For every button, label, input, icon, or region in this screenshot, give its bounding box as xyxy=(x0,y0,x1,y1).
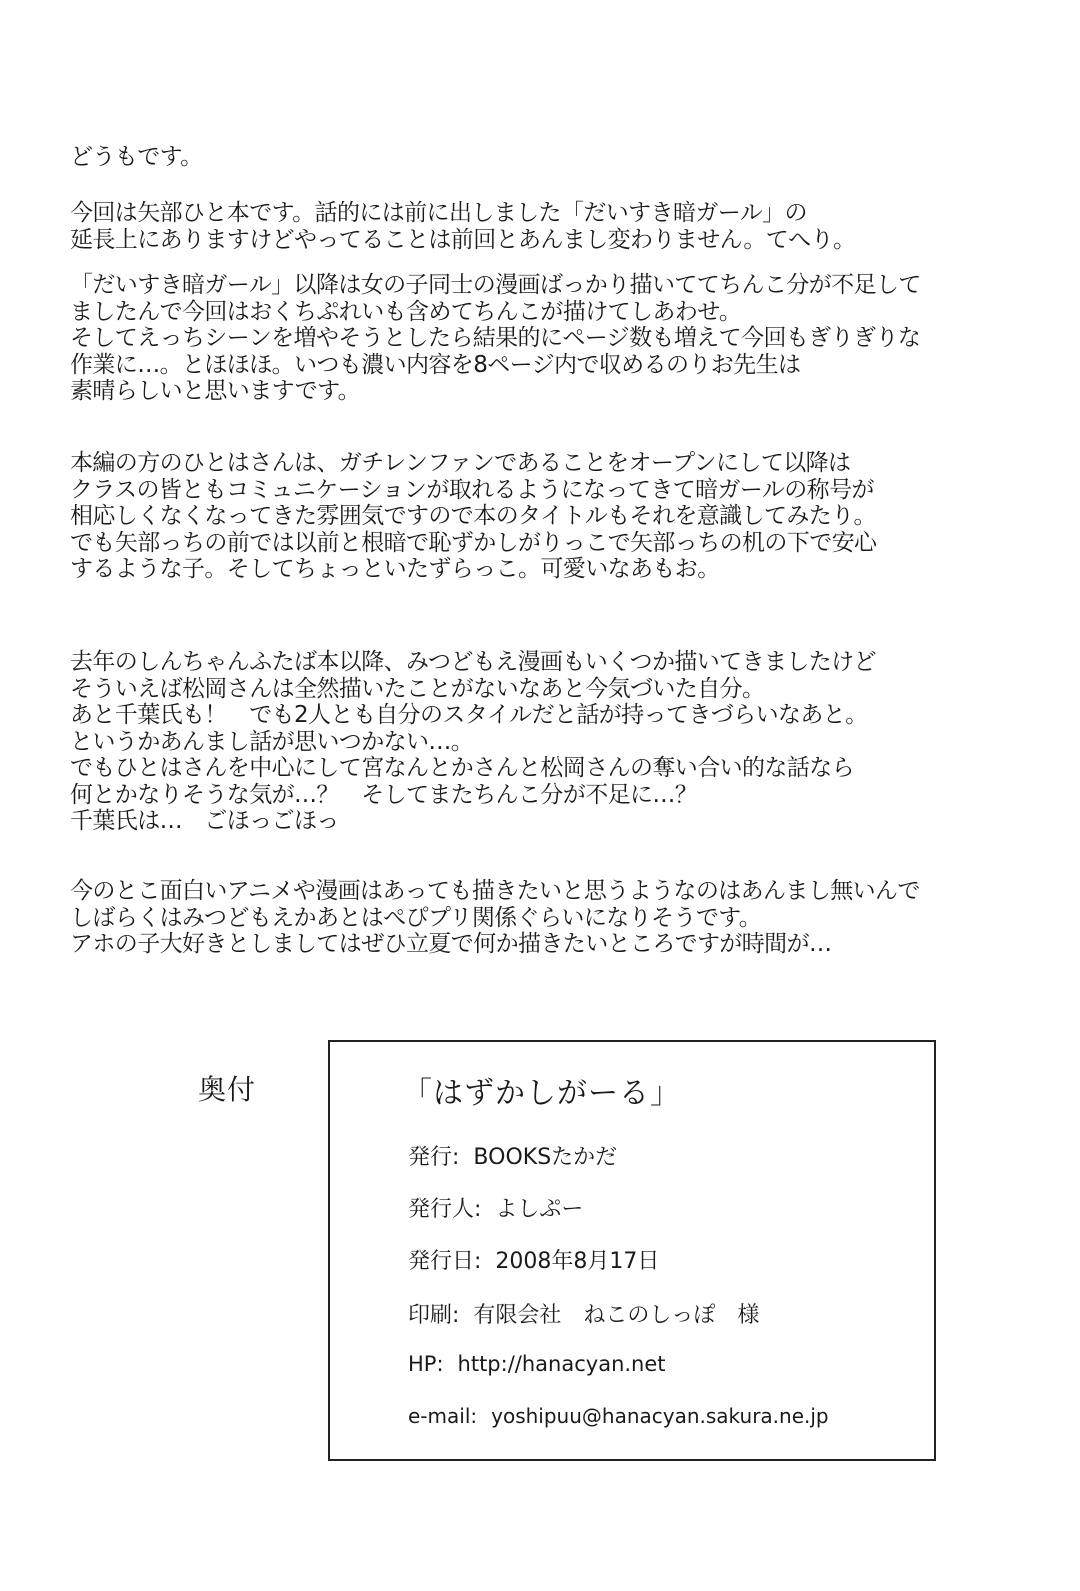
row-key: 発行日: xyxy=(408,1249,482,1274)
colophon-box xyxy=(328,1040,936,1461)
text-line: 本編の方のひとはさんは、ガチレンファンであることをオープンにして以降は xyxy=(70,450,851,476)
text-line: しばらくはみつどもえかあとはぺぴプリ関係ぐらいになりそうです。 xyxy=(70,904,762,931)
row-value: 2008年8月17日 xyxy=(495,1249,660,1274)
text-line: そしてえっちシーンを増やそうとしたら結果的にページ数も増えて今回もぎりぎりな xyxy=(70,325,921,351)
paragraph-intro xyxy=(70,200,855,253)
row-value: よしぷー xyxy=(495,1197,584,1222)
text-line: クラスの皆ともコミュニケーションが取れるようになってきて暗ガールの称号が xyxy=(70,476,874,503)
book-title: 「はずかしがーる」 xyxy=(402,1076,681,1111)
text-line: 千葉氏は… ごほっごほっ xyxy=(70,808,339,834)
text-line: 今回は矢部ひと本です。話的には前に出しました「だいすき暗ガール」の xyxy=(70,200,807,226)
text-line: 何とかなりそうな気が…？ そしてまたちんこ分が不足に…？ xyxy=(70,781,698,808)
text-line: 今のとこ面白いアニメや漫画はあっても描きたいと思うようなのはあんまし無いんで xyxy=(70,878,920,904)
paragraph-closing xyxy=(70,878,920,958)
row-value: BOOKSたかだ xyxy=(473,1145,618,1170)
row-key: 印刷: xyxy=(408,1303,460,1328)
text-line: アホの子大好きとしましてはぜひ立夏で何か描きたいところですが時間が… xyxy=(70,931,832,957)
paragraph-character xyxy=(70,450,876,583)
row-key: 発行人: xyxy=(408,1197,482,1222)
email-link[interactable]: yoshipuu@hanacyan.sakura.ne.jp xyxy=(491,1404,829,1428)
text-line: 相応しくなくなってきた雰囲気ですので本のタイトルもそれを意識してみたり。 xyxy=(70,503,876,529)
text-line: でも矢部っちの前では以前と根暗で恥ずかしがりっこで矢部っちの机の下で安心 xyxy=(70,529,877,556)
text-line: するような子。そしてちょっといたずらっこ。可愛いなあもお。 xyxy=(70,556,720,582)
colophon-row-date xyxy=(408,1244,659,1275)
row-key: HP: xyxy=(408,1352,444,1376)
text-line: どうもです。 xyxy=(70,144,203,170)
colophon-row-publisher xyxy=(408,1140,617,1171)
colophon-row-printer xyxy=(408,1298,759,1329)
text-line: ましたんで今回はおくちぷれいも含めてちんこが描けてしあわせ。 xyxy=(70,298,742,325)
text-line: というかあんまし話が思いつかない…。 xyxy=(70,728,474,755)
text-line: 作業に…。とほほほ。いつも濃い内容を8ページ内で収めるのりお先生は xyxy=(70,351,801,378)
text-line: 素晴らしいと思いますです。 xyxy=(70,378,361,404)
paragraph-greeting xyxy=(70,144,203,171)
colophon-label: 奥付 xyxy=(198,1073,257,1106)
row-key: 発行: xyxy=(408,1145,460,1170)
paragraph-plans xyxy=(70,649,876,835)
text-line: 去年のしんちゃんふたば本以降、みつどもえ漫画もいくつか描いてきましたけど xyxy=(70,649,876,675)
paragraph-background xyxy=(70,272,921,405)
colophon-row-email xyxy=(408,1404,829,1428)
row-key: e-mail: xyxy=(408,1404,478,1428)
text-line: 「だいすき暗ガール」以降は女の子同士の漫画ばっかり描いててちんこ分が不足して xyxy=(70,272,921,298)
text-line: 延長上にありますけどやってることは前回とあんまし変わりません。てへり。 xyxy=(70,226,856,253)
text-line: あと千葉氏も！ でも2人とも自分のスタイルだと話が持ってきづらいなあと。 xyxy=(70,702,868,728)
colophon-row-homepage xyxy=(408,1352,666,1376)
homepage-link[interactable]: http://hanacyan.net xyxy=(457,1352,666,1376)
row-value: 有限会社 ねこのしっぽ 様 xyxy=(473,1303,760,1328)
colophon-row-issuer xyxy=(408,1192,583,1223)
text-line: でもひとはさんを中心にして宮なんとかさんと松岡さんの奪い合い的な話なら xyxy=(70,755,855,781)
text-line: そういえば松岡さんは全然描いたことがないなあと今気づいた自分。 xyxy=(70,675,765,702)
